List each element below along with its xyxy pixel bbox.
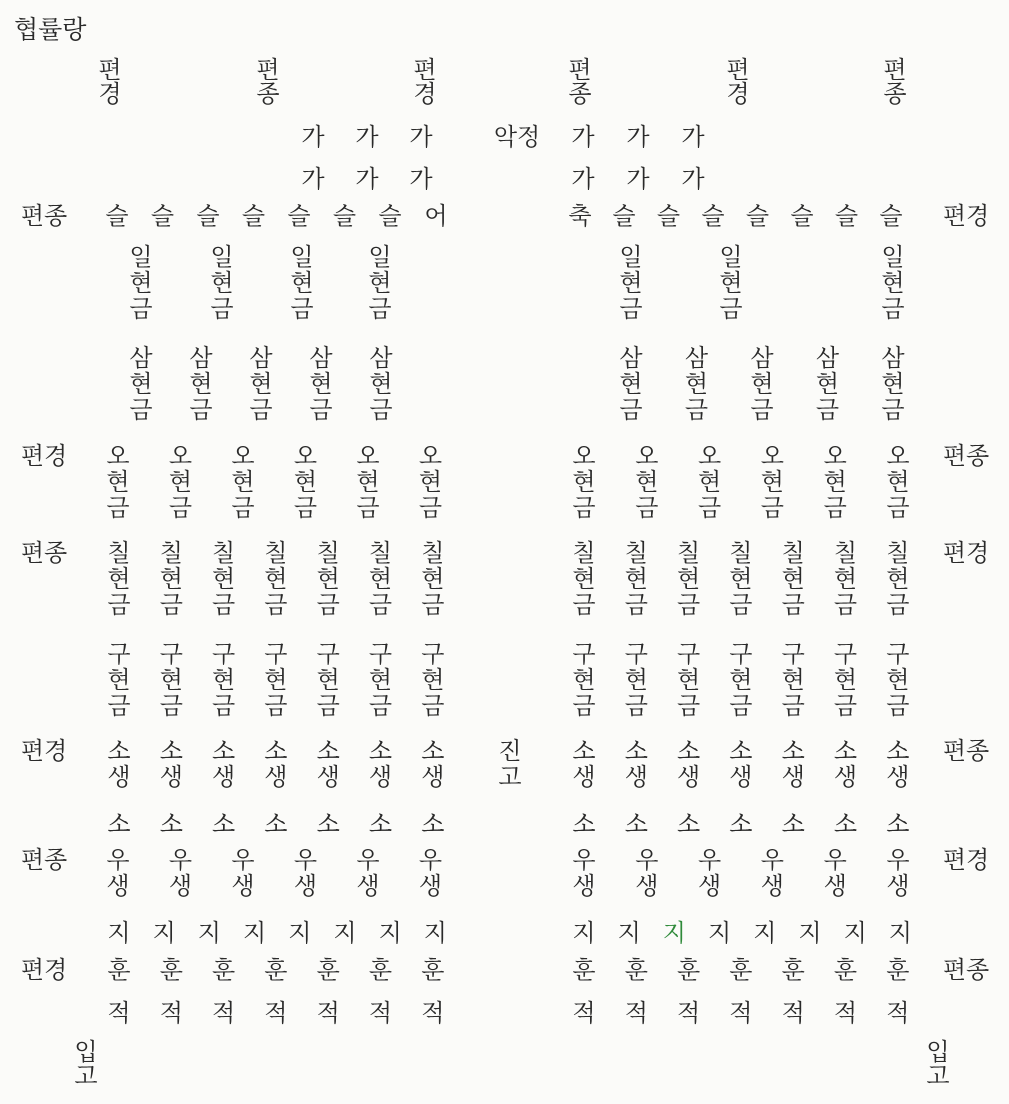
chil-stack: 칠 현 금 <box>316 539 340 619</box>
hun-cell: 훈 <box>212 956 236 984</box>
seul-cell: 슬 <box>745 202 770 230</box>
so-stack: 소 생 <box>677 737 701 791</box>
sam-stack: 삼 현 금 <box>619 344 643 424</box>
o-stack: 오 현 금 <box>760 442 784 522</box>
il-stack: 일 현 금 <box>881 243 905 323</box>
jeok-cell: 적 <box>729 999 753 1027</box>
so-stack: 소 생 <box>316 737 340 791</box>
so-cell: 소 <box>316 810 340 838</box>
gu-stack: 구 현 금 <box>833 640 858 720</box>
il-stack: 일 현 금 <box>368 243 392 323</box>
so-stack: 소 생 <box>729 737 753 791</box>
so-cell: 소 <box>833 810 858 838</box>
ji-cell: 지 <box>708 919 732 947</box>
top-instrument: 편 경 <box>413 56 437 108</box>
hun-cell: 훈 <box>624 956 648 984</box>
side-label-pyeongyeong: 편경 <box>942 846 990 874</box>
side-label-pyeongyeong: 편경 <box>942 539 990 567</box>
seul-cell: 슬 <box>241 202 266 230</box>
side-label-pyeonjong: 편종 <box>942 956 990 984</box>
chuk-cell: 축 <box>568 202 592 230</box>
sam-stack: 삼 현 금 <box>249 344 273 424</box>
ga-cell: 가 <box>409 123 433 151</box>
seul-cell: 슬 <box>656 202 681 230</box>
chil-stack: 칠 현 금 <box>886 539 910 619</box>
chil-stack: 칠 현 금 <box>264 539 288 619</box>
ji-cell: 지 <box>662 919 686 947</box>
so-cell: 소 <box>159 810 183 838</box>
side-label-pyeonjong: 편종 <box>20 539 68 567</box>
ga-cell: 가 <box>301 123 325 151</box>
ga-cell: 가 <box>571 123 595 151</box>
side-label-pyeonjong: 편종 <box>942 442 990 470</box>
o-stack: 오 현 금 <box>418 442 443 522</box>
so-cell: 소 <box>264 810 288 838</box>
u-stack: 우 생 <box>823 846 847 900</box>
ga-cell: 가 <box>571 165 595 193</box>
side-label-pyeongyeong: 편경 <box>942 202 990 230</box>
chil-stack: 칠 현 금 <box>677 539 701 619</box>
so-stack: 소 생 <box>421 737 445 791</box>
so-cell: 소 <box>624 810 648 838</box>
so-cell: 소 <box>781 810 805 838</box>
so-cell: 소 <box>107 810 131 838</box>
gu-stack: 구 현 금 <box>624 640 648 720</box>
jeok-cell: 적 <box>886 999 910 1027</box>
chil-stack: 칠 현 금 <box>781 539 805 619</box>
so-cell: 소 <box>572 810 596 838</box>
jeok-cell: 적 <box>159 999 183 1027</box>
il-stack: 일 현 금 <box>290 243 314 323</box>
chil-stack: 칠 현 금 <box>729 539 753 619</box>
u-stack: 우 생 <box>106 846 130 900</box>
sam-stack: 삼 현 금 <box>881 344 905 424</box>
gu-stack: 구 현 금 <box>886 640 910 720</box>
so-cell: 소 <box>677 810 701 838</box>
sam-stack: 삼 현 금 <box>309 344 333 424</box>
u-stack: 우 생 <box>572 846 596 900</box>
gu-stack: 구 현 금 <box>677 640 701 720</box>
jeok-cell: 적 <box>421 999 445 1027</box>
gu-stack: 구 현 금 <box>159 640 183 720</box>
ji-cell: 지 <box>333 919 357 947</box>
ji-cell: 지 <box>152 919 176 947</box>
u-stack: 우 생 <box>698 846 722 900</box>
sam-stack: 삼 현 금 <box>815 344 840 424</box>
ji-cell: 지 <box>888 919 912 947</box>
gu-stack: 구 현 금 <box>368 640 393 720</box>
o-stack: 오 현 금 <box>823 442 847 522</box>
so-stack: 소 생 <box>781 737 805 791</box>
hun-cell: 훈 <box>677 956 701 984</box>
gu-stack: 구 현 금 <box>316 640 340 720</box>
side-label-pyeonjong: 편종 <box>942 737 990 765</box>
ji-cell: 지 <box>107 919 131 947</box>
seul-cell: 슬 <box>332 202 357 230</box>
sam-stack: 삼 현 금 <box>189 344 213 424</box>
ji-cell: 지 <box>197 919 221 947</box>
seul-cell: 슬 <box>834 202 859 230</box>
ga-cell: 가 <box>355 123 379 151</box>
gu-stack: 구 현 금 <box>107 640 131 720</box>
ji-cell: 지 <box>288 919 312 947</box>
chil-stack: 칠 현 금 <box>159 539 183 619</box>
page-title: 협률랑 <box>14 15 87 44</box>
seul-cell: 슬 <box>612 202 636 230</box>
hun-cell: 훈 <box>107 956 131 984</box>
so-stack: 소 생 <box>107 737 131 791</box>
so-stack: 소 생 <box>624 737 648 791</box>
chil-stack: 칠 현 금 <box>833 539 858 619</box>
jeok-cell: 적 <box>833 999 858 1027</box>
jeok-cell: 적 <box>212 999 236 1027</box>
jeok-cell: 적 <box>572 999 596 1027</box>
jeok-cell: 적 <box>107 999 131 1027</box>
u-stack: 우 생 <box>356 846 380 900</box>
top-instrument: 편 경 <box>98 56 122 108</box>
sam-stack: 삼 현 금 <box>129 344 153 424</box>
ga-cell: 가 <box>626 123 650 151</box>
seul-cell: 슬 <box>150 202 175 230</box>
o-stack: 오 현 금 <box>106 442 130 522</box>
top-instrument: 편 종 <box>883 56 907 108</box>
o-stack: 오 현 금 <box>168 442 193 522</box>
so-cell: 소 <box>421 810 445 838</box>
gu-stack: 구 현 금 <box>212 640 236 720</box>
side-label-pyeonjong: 편종 <box>20 202 68 230</box>
jeok-cell: 적 <box>368 999 393 1027</box>
ga-cell: 가 <box>301 165 325 193</box>
ji-cell: 지 <box>798 919 822 947</box>
hun-cell: 훈 <box>572 956 596 984</box>
gu-stack: 구 현 금 <box>421 640 445 720</box>
so-stack: 소 생 <box>368 737 393 791</box>
side-label-pyeonjong: 편종 <box>20 846 68 874</box>
il-stack: 일 현 금 <box>619 243 643 323</box>
ji-cell: 지 <box>753 919 777 947</box>
ga-cell: 가 <box>626 165 650 193</box>
seul-cell: 슬 <box>879 202 903 230</box>
side-label-pyeongyeong: 편경 <box>20 442 68 470</box>
so-stack: 소 생 <box>572 737 596 791</box>
o-stack: 오 현 금 <box>231 442 255 522</box>
seul-cell: 슬 <box>196 202 220 230</box>
eo-cell: 어 <box>424 202 448 230</box>
center-label: 악정 <box>493 123 541 151</box>
gu-stack: 구 현 금 <box>781 640 805 720</box>
chil-stack: 칠 현 금 <box>368 539 393 619</box>
ipgo-right: 입 고 <box>926 1038 950 1090</box>
seul-cell: 슬 <box>378 202 402 230</box>
u-stack: 우 생 <box>231 846 255 900</box>
hun-cell: 훈 <box>833 956 858 984</box>
u-stack: 우 생 <box>293 846 318 900</box>
so-cell: 소 <box>729 810 753 838</box>
jingo-label: 진 고 <box>498 737 522 791</box>
gu-stack: 구 현 금 <box>572 640 596 720</box>
jeok-cell: 적 <box>264 999 288 1027</box>
hun-cell: 훈 <box>368 956 393 984</box>
o-stack: 오 현 금 <box>293 442 318 522</box>
o-stack: 오 현 금 <box>572 442 596 522</box>
ji-cell: 지 <box>243 919 267 947</box>
ga-cell: 가 <box>681 165 705 193</box>
top-instrument: 편 경 <box>726 56 750 108</box>
side-label-pyeongyeong: 편경 <box>20 737 68 765</box>
ga-cell: 가 <box>355 165 379 193</box>
sam-stack: 삼 현 금 <box>750 344 774 424</box>
so-stack: 소 생 <box>212 737 236 791</box>
so-stack: 소 생 <box>833 737 858 791</box>
sam-stack: 삼 현 금 <box>369 344 393 424</box>
o-stack: 오 현 금 <box>635 442 659 522</box>
so-cell: 소 <box>886 810 910 838</box>
seul-cell: 슬 <box>287 202 311 230</box>
chil-stack: 칠 현 금 <box>107 539 131 619</box>
side-label-pyeongyeong: 편경 <box>20 956 68 984</box>
so-stack: 소 생 <box>886 737 910 791</box>
hun-cell: 훈 <box>421 956 445 984</box>
ipgo-left: 입 고 <box>74 1038 98 1090</box>
top-instrument: 편 종 <box>256 56 280 108</box>
u-stack: 우 생 <box>418 846 443 900</box>
u-stack: 우 생 <box>760 846 784 900</box>
u-stack: 우 생 <box>886 846 910 900</box>
so-stack: 소 생 <box>159 737 183 791</box>
seul-cell: 슬 <box>105 202 129 230</box>
u-stack: 우 생 <box>168 846 193 900</box>
ji-cell: 지 <box>572 919 596 947</box>
seul-cell: 슬 <box>790 202 814 230</box>
o-stack: 오 현 금 <box>698 442 722 522</box>
seul-cell: 슬 <box>701 202 725 230</box>
sam-stack: 삼 현 금 <box>684 344 709 424</box>
so-cell: 소 <box>368 810 393 838</box>
il-stack: 일 현 금 <box>129 243 153 323</box>
ji-cell: 지 <box>423 919 447 947</box>
gu-stack: 구 현 금 <box>264 640 288 720</box>
gu-stack: 구 현 금 <box>729 640 753 720</box>
jeok-cell: 적 <box>677 999 701 1027</box>
ga-cell: 가 <box>681 123 705 151</box>
chil-stack: 칠 현 금 <box>572 539 596 619</box>
so-cell: 소 <box>212 810 236 838</box>
il-stack: 일 현 금 <box>210 243 234 323</box>
chil-stack: 칠 현 금 <box>624 539 648 619</box>
ji-cell: 지 <box>843 919 867 947</box>
hun-cell: 훈 <box>159 956 183 984</box>
o-stack: 오 현 금 <box>886 442 910 522</box>
hun-cell: 훈 <box>886 956 910 984</box>
ji-cell: 지 <box>617 919 641 947</box>
chil-stack: 칠 현 금 <box>212 539 236 619</box>
hun-cell: 훈 <box>316 956 340 984</box>
o-stack: 오 현 금 <box>356 442 380 522</box>
chil-stack: 칠 현 금 <box>421 539 445 619</box>
so-stack: 소 생 <box>264 737 288 791</box>
jeok-cell: 적 <box>316 999 340 1027</box>
hun-cell: 훈 <box>781 956 805 984</box>
ji-cell: 지 <box>378 919 402 947</box>
top-instrument: 편 종 <box>568 56 592 108</box>
jeok-cell: 적 <box>781 999 805 1027</box>
u-stack: 우 생 <box>635 846 659 900</box>
hun-cell: 훈 <box>729 956 753 984</box>
jeok-cell: 적 <box>624 999 648 1027</box>
hun-cell: 훈 <box>264 956 288 984</box>
il-stack: 일 현 금 <box>719 243 743 323</box>
ga-cell: 가 <box>409 165 433 193</box>
